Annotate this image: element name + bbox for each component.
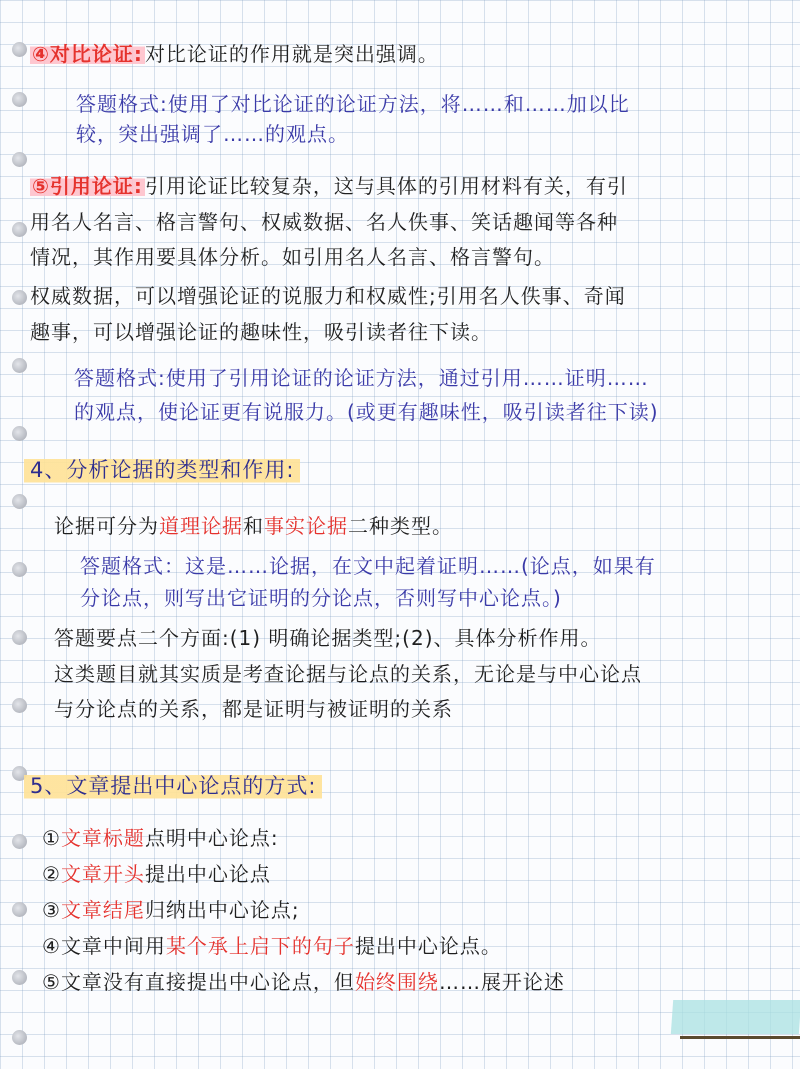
binder-hole bbox=[12, 152, 27, 167]
fact-evidence: 事实论据 bbox=[264, 514, 348, 538]
contrast-argument-text: 对比论证的作用就是突出强调。 bbox=[144, 42, 439, 66]
quote-argument-line bbox=[30, 172, 628, 200]
binder-hole bbox=[12, 1030, 27, 1045]
quote-argument-label: ⑤引用论证: bbox=[32, 174, 143, 198]
section-4-heading: 4、分析论据的类型和作用: bbox=[24, 456, 300, 484]
binder-hole bbox=[12, 494, 27, 509]
method-item-4: ④文章中间用某个承上启下的句子提出中心论点。 bbox=[42, 934, 502, 958]
method-item-1: ①文章标题点明中心论点: bbox=[42, 826, 279, 850]
binder-hole bbox=[12, 562, 27, 577]
quote-text-line-4: 权威数据，可以增强论证的说服力和权威性;引用名人佚事、奇闻 bbox=[30, 284, 626, 308]
quote-format-line-1: 答题格式:使用了引用论证的论证方法，通过引用……证明…… bbox=[74, 366, 649, 390]
binder-hole bbox=[12, 834, 27, 849]
evidence-types-line: 论据可分为道理论据和事实论据二种类型。 bbox=[54, 514, 453, 538]
quote-text-line-5: 趣事，可以增强论证的趣味性，吸引读者往下读。 bbox=[30, 320, 492, 344]
evidence-format-line-2: 分论点，则写出它证明的分论点，否则写中心论点。) bbox=[80, 586, 562, 610]
method-item-5: ⑤文章没有直接提出中心论点，但始终围绕……展开论述 bbox=[42, 970, 565, 994]
binder-hole bbox=[12, 42, 27, 57]
binder-holes bbox=[12, 0, 32, 1069]
evidence-note-line-2: 与分论点的关系，都是证明与被证明的关系 bbox=[54, 697, 453, 721]
quote-text-line-2: 用名人名言、格言警句、权威数据、名人佚事、笑话趣闻等各种 bbox=[30, 210, 618, 234]
binder-hole bbox=[12, 290, 27, 305]
reason-evidence: 道理论据 bbox=[159, 514, 243, 538]
binder-hole bbox=[12, 358, 27, 373]
method-item-2: ②文章开头提出中心论点 bbox=[42, 862, 271, 886]
method-item-3: ③文章结尾归纳出中心论点; bbox=[42, 898, 300, 922]
contrast-format-line-2: 较，突出强调了……的观点。 bbox=[76, 122, 349, 146]
decorative-line bbox=[680, 1036, 800, 1039]
evidence-note-line-1: 这类题目就其实质是考查论据与论点的关系，无论是与中心论点 bbox=[54, 662, 642, 686]
binder-hole bbox=[12, 426, 27, 441]
binder-hole bbox=[12, 92, 27, 107]
answer-points-line: 答题要点二个方面:(1) 明确论据类型;(2)、具体分析作用。 bbox=[54, 626, 602, 650]
binder-hole bbox=[12, 902, 27, 917]
binder-hole bbox=[12, 970, 27, 985]
quote-text-line-3: 情况，其作用要具体分析。如引用名人名言、格言警句。 bbox=[30, 245, 555, 269]
binder-hole bbox=[12, 698, 27, 713]
evidence-format-line-1: 答题格式：这是……论据，在文中起着证明……(论点，如果有 bbox=[80, 554, 656, 578]
contrast-argument-line bbox=[30, 40, 439, 68]
binder-hole bbox=[12, 630, 27, 645]
quote-format-line-2: 的观点，使论证更有说服力。(或更有趣味性，吸引读者往下读) bbox=[74, 400, 659, 424]
washi-tape bbox=[671, 1000, 800, 1034]
contrast-format-line-1: 答题格式:使用了对比论证的论证方法，将……和……加以比 bbox=[76, 92, 630, 116]
section-5-heading: 5、文章提出中心论点的方式: bbox=[24, 772, 322, 800]
contrast-argument-label: ④对比论证: bbox=[32, 42, 143, 66]
quote-argument-text: 引用论证比较复杂，这与具体的引用材料有关，有引 bbox=[144, 174, 628, 198]
binder-hole bbox=[12, 222, 27, 237]
